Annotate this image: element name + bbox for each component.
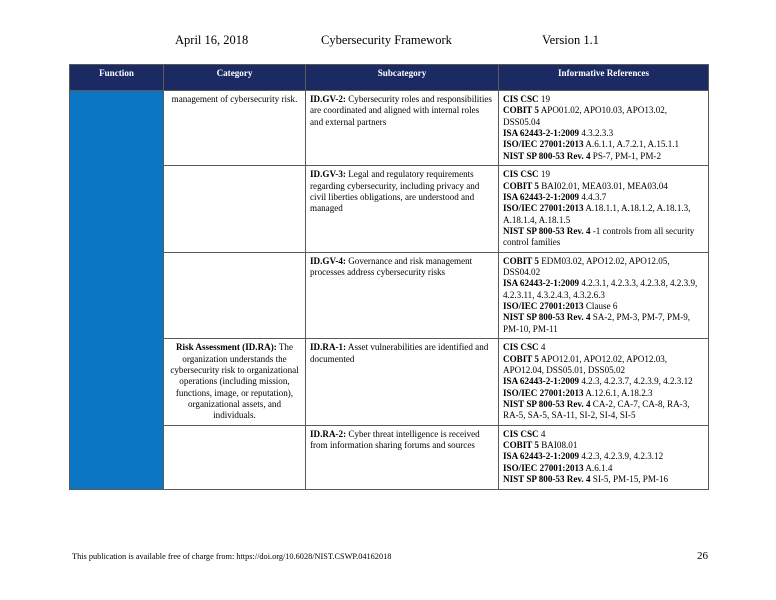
reference-line bbox=[503, 301, 704, 312]
reference-source: ISO/IEC 27001:2013 bbox=[503, 301, 584, 312]
reference-line bbox=[503, 376, 704, 387]
subcategory-id: ID.RA-2: bbox=[310, 428, 347, 439]
reference-ids: A.12.6.1, A.18.2.3 bbox=[583, 387, 653, 398]
reference-ids: A.18.1.1, A.18.1.2, A.18.1.3, A.18.1.4, A.18.1.5 bbox=[503, 203, 691, 225]
reference-ids: 4.3.2.3.3 bbox=[579, 128, 614, 139]
reference-ids: APO12.01, APO12.02, APO12.03, APO12.04, DSS05.01, DSS05.02 bbox=[503, 353, 668, 375]
table-row bbox=[70, 425, 709, 489]
reference-source: CIS CSC bbox=[503, 428, 539, 439]
reference-source: ISO/IEC 27001:2013 bbox=[503, 139, 584, 150]
subcategory-id: ID.RA-1: bbox=[310, 342, 347, 353]
reference-ids: BAI02.01, MEA03.01, MEA03.04 bbox=[538, 180, 668, 191]
subcategory-text: Cybersecurity roles and responsibilities are coordinated and aligned with internal roles and external partners bbox=[310, 94, 492, 127]
reference-ids: SI-5, PM-15, PM-16 bbox=[590, 474, 669, 485]
reference-source: NIST SP 800-53 Rev. 4 bbox=[503, 225, 591, 236]
reference-line bbox=[503, 139, 704, 150]
reference-ids: SA-2, PM-3, PM-7, PM-9, PM-10, PM-11 bbox=[503, 312, 691, 334]
reference-line bbox=[503, 151, 704, 162]
category-cell bbox=[164, 425, 306, 489]
reference-source: ISA 62443-2-1:2009 bbox=[503, 278, 580, 289]
reference-line bbox=[503, 440, 704, 451]
column-header-function: Function bbox=[70, 65, 164, 91]
informative-references-cell bbox=[499, 425, 709, 489]
reference-ids: -1 controls from all security control families bbox=[503, 225, 695, 248]
running-head-version: Version 1.1 bbox=[542, 33, 599, 47]
reference-source: NIST SP 800-53 Rev. 4 bbox=[503, 398, 591, 409]
reference-ids: BAI08.01 bbox=[538, 440, 578, 451]
table-row bbox=[70, 91, 709, 166]
reference-line bbox=[503, 399, 704, 422]
reference-source: COBIT 5 bbox=[503, 353, 539, 364]
reference-ids: 4.2.3.1, 4.2.3.3, 4.2.3.8, 4.2.3.9, 4.2.3.11, 4.3.2.4.3, 4.3.2.6.3 bbox=[503, 278, 698, 300]
table-row bbox=[70, 252, 709, 339]
running-head-title: Cybersecurity Framework bbox=[321, 33, 452, 47]
reference-source: COBIT 5 bbox=[503, 105, 539, 116]
table-row bbox=[70, 339, 709, 426]
category-cell bbox=[164, 252, 306, 339]
subcategory-text: Legal and regulatory requirements regarding cybersecurity, including privacy and civil liberties obligations, are understood and managed bbox=[310, 169, 480, 214]
category-cell bbox=[164, 166, 306, 253]
subcategory-text: Governance and risk management processes address cybersecurity risks bbox=[310, 255, 473, 278]
running-head-date: April 16, 2018 bbox=[175, 33, 249, 47]
reference-ids: APO01.02, APO10.03, APO13.02, DSS05.04 bbox=[503, 105, 668, 127]
reference-line bbox=[503, 169, 704, 180]
subcategory-id: ID.GV-4: bbox=[310, 255, 346, 266]
category-cell bbox=[164, 339, 306, 426]
category-description: The organization understands the cybersecurity risk to organizational operations (including mission, functions, image, or reputation), organizational assets, and individuals. bbox=[170, 342, 299, 421]
reference-line bbox=[503, 94, 704, 105]
column-header-subcategory: Subcategory bbox=[306, 65, 499, 91]
column-header-category: Category bbox=[164, 65, 306, 91]
footer-doi-note: This publication is available free of charge from: https://doi.org/10.6028/NIST.CSWP.04162018 bbox=[72, 552, 392, 561]
reference-source: NIST SP 800-53 Rev. 4 bbox=[503, 150, 591, 161]
table-row bbox=[70, 166, 709, 253]
reference-source: ISO/IEC 27001:2013 bbox=[503, 387, 584, 398]
table-body bbox=[70, 91, 709, 490]
subcategory-cell bbox=[306, 91, 499, 166]
reference-line bbox=[503, 203, 704, 226]
subcategory-id: ID.GV-3: bbox=[310, 169, 346, 180]
reference-ids: A.6.1.1, A.7.2.1, A.15.1.1 bbox=[583, 139, 680, 150]
framework-table-wrapper bbox=[69, 64, 708, 490]
category-name: Risk Assessment (ID.RA): bbox=[175, 342, 277, 353]
subcategory-cell bbox=[306, 166, 499, 253]
reference-ids: CA-2, CA-7, CA-8, RA-3, RA-5, SA-5, SA-11, SI-2, SI-4, SI-5 bbox=[503, 398, 690, 421]
reference-line bbox=[503, 429, 704, 440]
footer-page-number: 26 bbox=[697, 550, 708, 562]
table-header bbox=[70, 65, 709, 91]
reference-line bbox=[503, 181, 704, 192]
informative-references-cell bbox=[499, 91, 709, 166]
reference-source: CIS CSC bbox=[503, 342, 539, 353]
reference-line bbox=[503, 226, 704, 249]
informative-references-cell bbox=[499, 252, 709, 339]
category-description: management of cybersecurity risk. bbox=[171, 94, 298, 104]
reference-ids: 4.4.3.7 bbox=[579, 191, 607, 202]
subcategory-cell bbox=[306, 339, 499, 426]
reference-source: ISA 62443-2-1:2009 bbox=[503, 451, 580, 462]
reference-source: CIS CSC bbox=[503, 169, 539, 180]
reference-source: COBIT 5 bbox=[503, 180, 539, 191]
reference-ids: 4 bbox=[538, 428, 546, 439]
reference-source: ISA 62443-2-1:2009 bbox=[503, 376, 580, 387]
table-header-row bbox=[70, 65, 709, 91]
subcategory-id: ID.GV-2: bbox=[310, 94, 346, 104]
reference-source: ISA 62443-2-1:2009 bbox=[503, 191, 580, 202]
reference-source: ISA 62443-2-1:2009 bbox=[503, 128, 580, 139]
reference-line bbox=[503, 256, 704, 279]
reference-source: NIST SP 800-53 Rev. 4 bbox=[503, 312, 591, 323]
framework-core-table bbox=[69, 64, 709, 490]
reference-line bbox=[503, 451, 704, 462]
subcategory-cell bbox=[306, 425, 499, 489]
subcategory-text: Asset vulnerabilities are identified and documented bbox=[310, 342, 489, 364]
column-header-informative-references: Informative References bbox=[499, 65, 709, 91]
reference-ids: EDM03.02, APO12.02, APO12.05, DSS04.02 bbox=[503, 255, 670, 278]
reference-ids: A.6.1.4 bbox=[583, 462, 613, 473]
reference-ids: PS-7, PM-1, PM-2 bbox=[590, 150, 661, 161]
reference-line bbox=[503, 312, 704, 335]
reference-line bbox=[503, 105, 704, 128]
reference-ids: 4 bbox=[538, 342, 546, 353]
reference-line bbox=[503, 128, 704, 139]
reference-ids: 4.2.3, 4.2.3.7, 4.2.3.9, 4.2.3.12 bbox=[579, 376, 693, 387]
reference-ids: 19 bbox=[538, 169, 551, 180]
reference-source: ISO/IEC 27001:2013 bbox=[503, 203, 584, 214]
subcategory-cell bbox=[306, 252, 499, 339]
reference-source: COBIT 5 bbox=[503, 440, 539, 451]
reference-source: NIST SP 800-53 Rev. 4 bbox=[503, 474, 591, 485]
reference-line bbox=[503, 474, 704, 485]
reference-line bbox=[503, 463, 704, 474]
reference-line bbox=[503, 278, 704, 301]
reference-line bbox=[503, 342, 704, 353]
informative-references-cell bbox=[499, 339, 709, 426]
informative-references-cell bbox=[499, 166, 709, 253]
reference-source: COBIT 5 bbox=[503, 255, 539, 266]
reference-source: ISO/IEC 27001:2013 bbox=[503, 462, 584, 473]
reference-line bbox=[503, 354, 704, 377]
function-cell-identify bbox=[70, 91, 164, 490]
page-footer bbox=[72, 552, 708, 568]
reference-ids: 19 bbox=[538, 94, 551, 104]
subcategory-text: Cyber threat intelligence is received from information sharing forums and sources bbox=[310, 428, 480, 451]
reference-ids: 4.2.3, 4.2.3.9, 4.2.3.12 bbox=[579, 451, 664, 462]
reference-line bbox=[503, 388, 704, 399]
reference-ids: Clause 6 bbox=[583, 301, 618, 312]
category-cell bbox=[164, 91, 306, 166]
running-head bbox=[68, 33, 708, 51]
reference-line bbox=[503, 192, 704, 203]
reference-source: CIS CSC bbox=[503, 94, 539, 104]
